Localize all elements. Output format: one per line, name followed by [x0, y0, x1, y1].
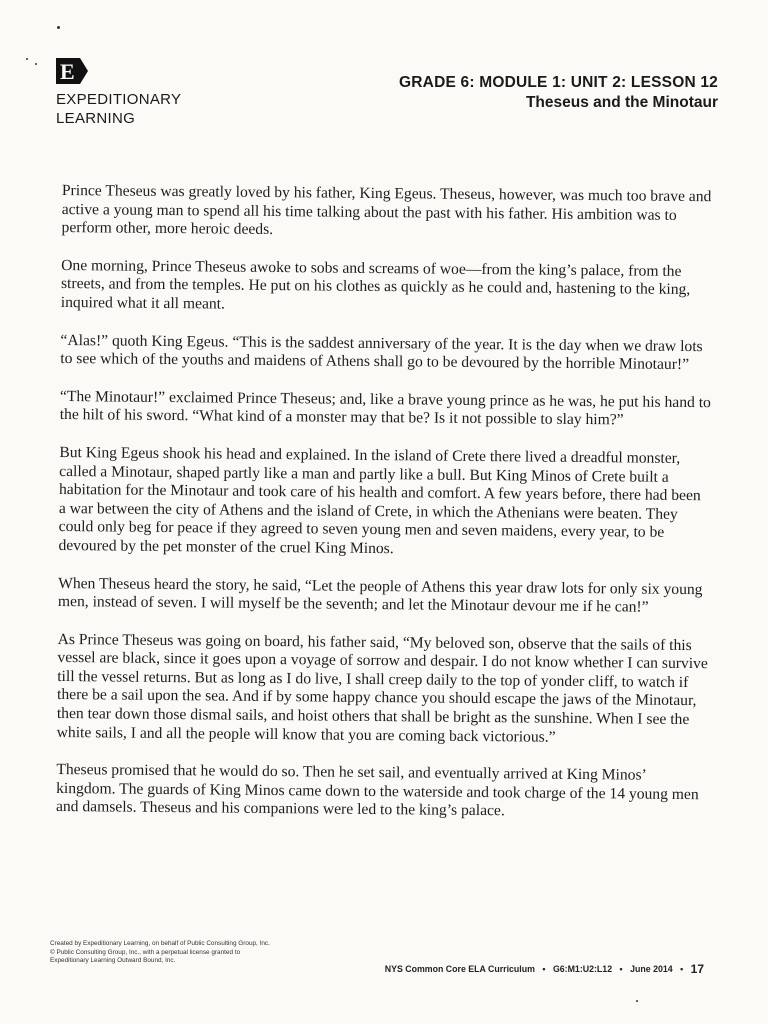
copyright-line: Expeditionary Learning Outward Bound, Inc. — [50, 957, 176, 965]
logo-text-line1: EXPEDITIONARY — [56, 91, 182, 108]
lesson-title: Theseus and the Minotaur — [525, 94, 718, 111]
paragraph: Prince Theseus was greatly loved by his father, King Egeus. Theseus, however, was much too brave and active a young man to spend all his time talking about the past with his father. His ambition was to perform other, more heroic deeds. — [61, 182, 712, 239]
logo-mark-icon — [56, 58, 88, 84]
lesson-code: G6:M1:U2:L12 — [552, 964, 613, 974]
logo-text-line2: LEARNING — [56, 110, 136, 127]
paragraph: When Theseus heard the story, he said, “Let the people of Athens this year draw lots for only six young men, instead of seven. I will myself be the seventh; and let the Minotaur devour me if he can!” — [57, 574, 703, 616]
footer-separator: • — [680, 964, 684, 974]
scan-speck — [35, 63, 37, 65]
footer-separator: • — [542, 964, 546, 974]
story-text — [56, 182, 714, 842]
footer-separator: • — [619, 964, 623, 974]
publication-date: June 2014 — [630, 964, 673, 974]
page-footer — [385, 962, 704, 976]
logo-letter: E — [60, 59, 75, 84]
copyright-line: © Public Consulting Group, Inc., with a perpetual license granted to — [50, 948, 241, 956]
paragraph: “Alas!” quoth King Egeus. “This is the saddest anniversary of the year. It is the day when we draw lots to see which of the youths and maidens of Athens shall go to be devoured by the horrible Minotaur!” — [60, 331, 703, 374]
scan-speck — [57, 26, 60, 29]
scan-speck — [636, 1000, 638, 1002]
curriculum-name: NYS Common Core ELA Curriculum — [384, 964, 535, 974]
paragraph: Theseus promised that he would do so. Then he set sail, and eventually arrived at King Minos’ kingdom. The guards of King Minos came down to the waterside and took charge of the 14 young men and damsels. Theseus and his companions were led to the king’s palace. — [55, 761, 699, 820]
lesson-header — [399, 74, 718, 112]
scan-speck — [26, 58, 28, 60]
copyright-line: Created by Expeditionary Learning, on behalf of Public Consulting Group, Inc. — [50, 940, 270, 947]
paragraph: “The Minotaur!” exclaimed Prince Theseus; and, like a brave young prince as he was, he put his hand to the hilt of his sword. “What kind of a monster may that be? Is it not possible to slay him?” — [59, 387, 711, 429]
paragraph: As Prince Theseus was going on board, his father said, “My beloved son, observe that the sails of this vessel are black, since it goes upon a voyage of sorrow and despair. I do not know whether I can survive till the vessel returns. But as long as I do live, I shall creep daily to the top of yonder cliff, to watch if there be a sail upon the sea. And if by some happy chance you should escape the jaws of the Minotaur, then tear down those dismal sails, and hoist others that shall be bright as the sunshine. When I see the white sails, I and all the people will know that you are coming back victorious.” — [56, 630, 708, 746]
expeditionary-learning-logo — [56, 58, 181, 128]
paragraph: One morning, Prince Theseus awoke to sobs and screams of woe—from the king’s palace, from the streets, and from the temples. He put on his clothes as quickly as he could and, hastening to the king, inquired what it all meant. — [60, 256, 691, 313]
copyright-notice — [50, 940, 270, 966]
paragraph: But King Egeus shook his head and explained. In the island of Crete there lived a dreadful monster, called a Minotaur, shaped partly like a man and partly like a bull. But King Minos of Crete built a habitation for the Minotaur and took care of his health and comfort. A few years before, there had been a war between the city of Athens and the island of Crete, in which the Athenians were beaten. They could only beg for peace if they agreed to seven young men and seven maidens, every year, to be devoured by the pet monster of the cruel King Minos. — [58, 443, 701, 558]
module-heading: GRADE 6: MODULE 1: UNIT 2: LESSON 12 — [399, 74, 718, 91]
page-number: 17 — [690, 962, 704, 976]
